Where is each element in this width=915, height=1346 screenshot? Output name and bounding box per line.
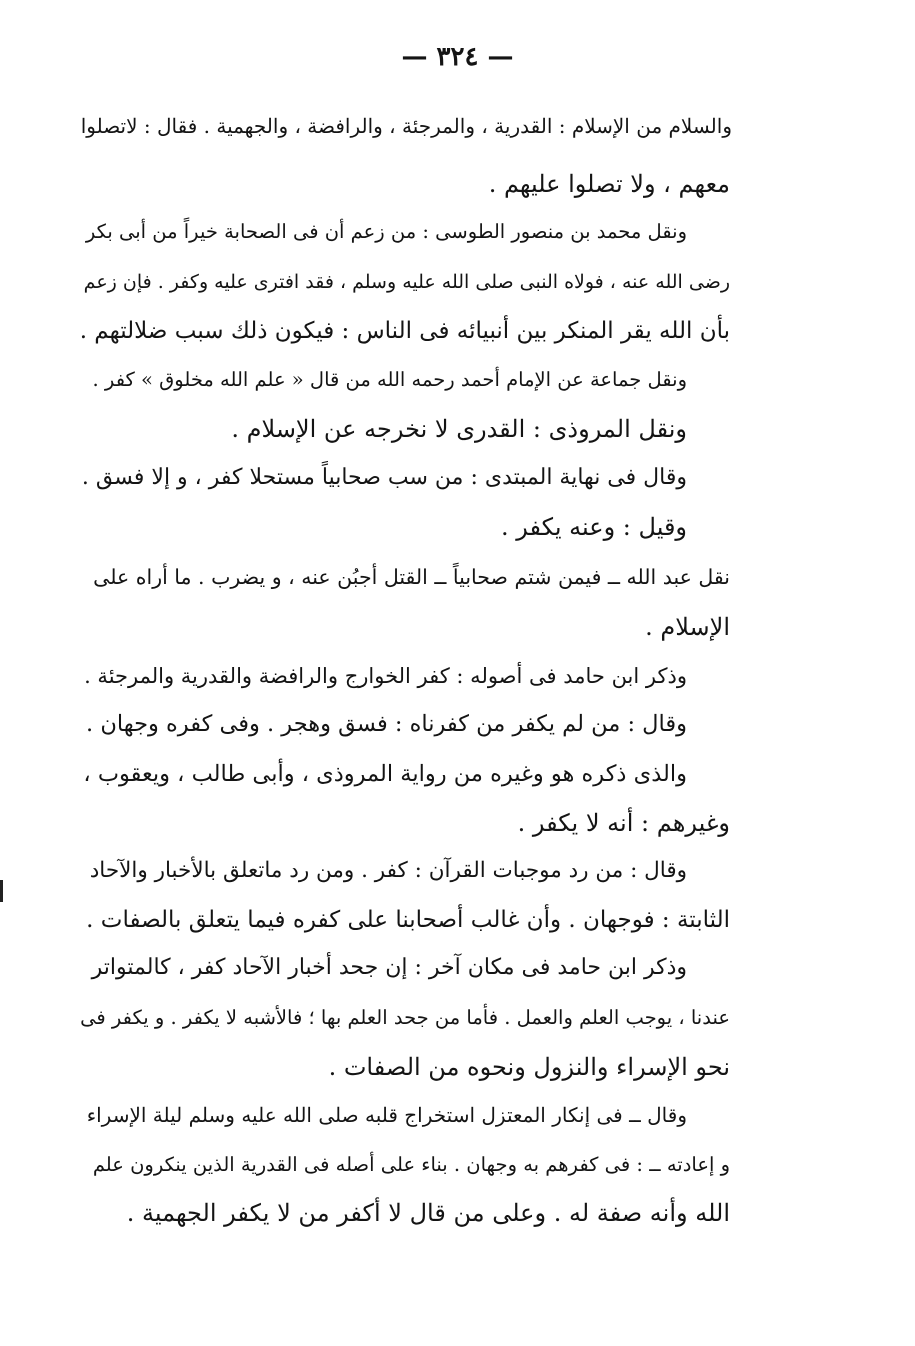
text-line-11: الإسلام . — [645, 613, 730, 641]
text-line-2: معهم ، ولا تصلوا عليهم . — [488, 170, 730, 198]
page-number: — ٣٢٤ — — [401, 42, 514, 72]
text-line-16: وقال : من رد موجبات القرآن : كفر . ومن رد ماتعلق بالأخبار والآحاد — [89, 858, 687, 883]
text-line-3: ونقل محمد بن منصور الطوسى : من زعم أن فى الصحابة خيراً من أبى بكر — [85, 220, 687, 243]
text-line-4: رضى الله عنه ، فولاه النبى صلى الله عليه وسلم ، فقد افترى عليه وكفر . فإن زعم — [83, 271, 730, 293]
text-line-23: الله وأنه صفة له . وعلى من قال لا أكفر من لا يكفر الجهمية . — [126, 1199, 730, 1227]
text-line-1: والسلام من الإسلام : القدرية ، والمرجئة ، والرافضة ، والجهمية . فقال : لاتصلوا — [80, 114, 732, 138]
text-line-5: بأن الله يقر المنكر بين أنبيائه فى الناس : فيكون ذلك سبب ضلالتهم . — [79, 318, 730, 344]
scan-edge-mark — [0, 880, 3, 902]
text-line-13: وقال : من لم يكفر من كفرناه : فسق وهجر . وفى كفره وجهان . — [86, 711, 687, 737]
text-line-7: ونقل المروذى : القدرى لا نخرجه عن الإسلام . — [231, 415, 687, 443]
text-line-15: وغيرهم : أنه لا يكفر . — [517, 809, 730, 837]
text-line-12: وذكر ابن حامد فى أصوله : كفر الخوارج والرافضة والقدرية والمرجئة . — [84, 664, 687, 688]
text-line-22: و إعادته ــ : فى كفرهم به وجهان . بناء على أصله فى القدرية الذين ينكرون علم — [92, 1153, 730, 1176]
text-line-21: وقال ــ فى إنكار المعتزل استخراج قلبه صلى الله عليه وسلم ليلة الإسراء — [86, 1103, 687, 1127]
text-line-6: ونقل جماعة عن الإمام أحمد رحمه الله من قال « علم الله مخلوق » كفر . — [92, 368, 687, 391]
text-line-14: والذى ذكره هو وغيره من رواية المروذى ، وأبى طالب ، ويعقوب ، — [83, 761, 687, 787]
text-line-9: وقيل : وعنه يكفر . — [500, 513, 687, 541]
text-line-20: نحو الإسراء والنزول ونحوه من الصفات . — [328, 1053, 730, 1081]
text-line-10: نقل عبد الله ــ فيمن شتم صحابياً ــ القتل أجبُن عنه ، و يضرب . ما أراه على — [93, 565, 730, 589]
text-line-19: عندنا ، يوجب العلم والعمل . فأما من جحد العلم بها ؛ فالأشبه لا يكفر . و يكفر فى — [80, 1006, 730, 1029]
text-line-18: وذكر ابن حامد فى مكان آخر : إن جحد أخبار الآحاد كفر ، كالمتواتر — [91, 955, 687, 980]
text-line-17: الثابتة : فوجهان . وأن غالب أصحابنا على كفره فيما يتعلق بالصفات . — [86, 907, 730, 933]
text-line-8: وقال فى نهاية المبتدى : من سب صحابياً مستحلا كفر ، و إلا فسق . — [81, 465, 687, 490]
